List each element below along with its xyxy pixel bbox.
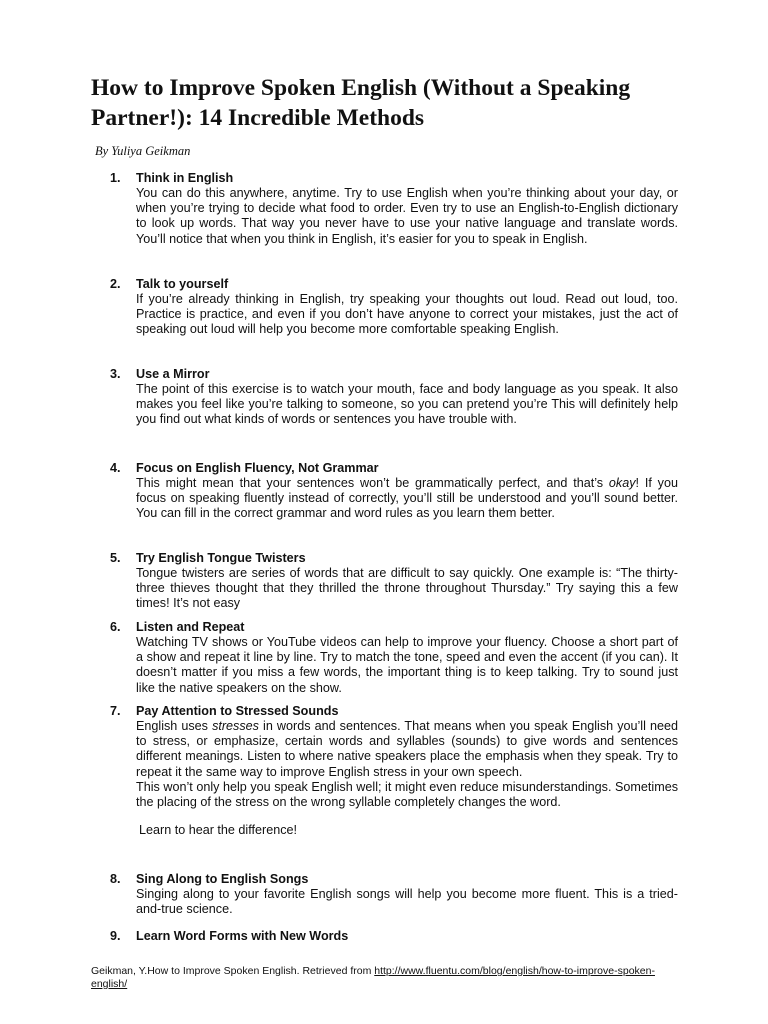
method-number: 9. (110, 929, 121, 943)
method-title: Pay Attention to Stressed Sounds (136, 704, 339, 718)
text-run: This might mean that your sentences won’t be grammatically perfect, and that’s (136, 476, 609, 490)
method-body (136, 887, 678, 917)
method-body (136, 186, 678, 247)
footer-citation (91, 965, 691, 990)
method-paragraph: If you’re already thinking in English, try speaking your thoughts out loud. Read out loud, too. Practice is practice, and even if you don’t have anyone to correct your mistakes, just the act of speaking out loud will help you become more comfortable speaking English. (136, 292, 678, 337)
document-title: How to Improve Spoken English (Without a Speaking Partner!): 14 Incredible Methods (91, 75, 631, 131)
method-paragraph: You can do this anywhere, anytime. Try to use English when you’re thinking about your day, or when you’re trying to decide what food to order. Even try to use an English-to-English dictionary to look up words. That way you never have to use your native language and translate words. You’ll notice that when you think in English, it’s easier for you to speak in English. (136, 186, 678, 246)
method-number: 4. (110, 461, 121, 475)
method-number: 5. (110, 551, 121, 565)
method-paragraph: Singing along to your favorite English songs will help you become more fluent. This is a tried-and-true science. (136, 887, 678, 917)
method-paragraph: Watching TV shows or YouTube videos can help to improve your fluency. Choose a short part of a show and repeat it line by line. Try to match the tone, speed and even the accent (if you can). It doesn’t matter if you miss a few words, the important thing is to keep talking. Try to sound just like the native speakers on the show. (136, 635, 678, 695)
method-body (136, 382, 678, 428)
method-title: Try English Tongue Twisters (136, 551, 306, 565)
method-title: Focus on English Fluency, Not Grammar (136, 461, 379, 475)
method-number: 3. (110, 367, 121, 381)
method-aside: Learn to hear the difference! (139, 823, 297, 838)
method-number: 2. (110, 277, 121, 291)
method-paragraph: The point of this exercise is to watch your mouth, face and body language as you speak. It also makes you feel like you’re talking to someone, so you can pretend you’re This will definitely help you find out what kinds of words or sentences you have trouble with. (136, 382, 678, 427)
method-title: Learn Word Forms with New Words (136, 929, 349, 943)
text-run: ! If you focus on speaking fluently instead of correctly, you’ll still be understood and you’ll sound better. You can fill in the correct grammar and word rules as you learn them better. (136, 476, 678, 521)
method-title: Use a Mirror (136, 367, 210, 381)
method-number: 7. (110, 704, 121, 718)
method-body (136, 476, 678, 522)
citation-text: Geikman, Y.How to Improve Spoken English. Retrieved from (91, 965, 375, 977)
text-run: in words and sentences. That means when you speak English you’ll need to stress, or emphasize, certain words and syllables (sounds) to give words and sentences different meanings. Listen to where native speakers place the emphasis when they speak. Try to repeat it the same way to improve English stress in your own speech. (136, 719, 678, 779)
method-title: Think in English (136, 171, 234, 185)
method-paragraph: Tongue twisters are series of words that are difficult to say quickly. One example is: “The thirty-three thieves thought that they thrilled the throne throughout Thursday.” Try saying this a few times! It’s not easy (136, 566, 678, 611)
method-title: Talk to yourself (136, 277, 229, 291)
method-number: 6. (110, 620, 121, 634)
method-title: Listen and Repeat (136, 620, 245, 634)
byline: By Yuliya Geikman (95, 144, 191, 158)
method-paragraph (136, 476, 678, 522)
text-run: English uses (136, 719, 213, 733)
method-body (136, 566, 678, 612)
method-title: Sing Along to English Songs (136, 872, 309, 886)
source-link[interactable]: http://www.fluentu.com/blog/english/how-to-improve-spoken-english/ (91, 965, 655, 990)
emphasis-text: stresses (212, 719, 259, 733)
method-body (136, 635, 678, 696)
method-number: 8. (110, 872, 121, 886)
method-number: 1. (110, 171, 121, 185)
emphasis-text: okay (608, 476, 636, 490)
method-paragraph (136, 719, 678, 780)
method-body (136, 719, 678, 838)
method-body (136, 292, 678, 338)
method-paragraph: This won’t only help you speak English well; it might even reduce misunderstandings. Sometimes the placing of the stress on the wrong syllable completely changes the word. (136, 779, 678, 810)
